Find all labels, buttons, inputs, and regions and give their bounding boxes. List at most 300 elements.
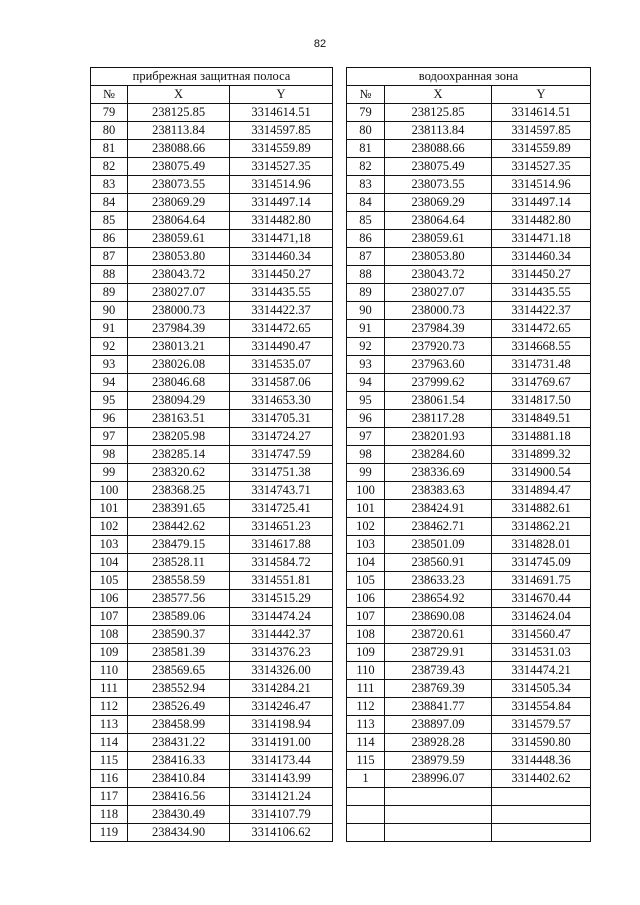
table-row — [91, 374, 591, 392]
left-y-coordinate: 3314490.47 — [230, 338, 333, 356]
left-point-number: 118 — [91, 806, 128, 824]
right-y-coordinate — [492, 788, 591, 806]
right-y-coordinate: 3314668.55 — [492, 338, 591, 356]
column-gap — [333, 194, 347, 212]
right-point-number: 79 — [347, 104, 385, 122]
right-y-coordinate: 3314745.09 — [492, 554, 591, 572]
right-x-coordinate: 238125.85 — [385, 104, 492, 122]
right-x-coordinate: 238979.59 — [385, 752, 492, 770]
right-y-coordinate: 3314472.65 — [492, 320, 591, 338]
right-x-coordinate: 238769.39 — [385, 680, 492, 698]
right-point-number: 100 — [347, 482, 385, 500]
right-x-coordinate: 238729.91 — [385, 644, 492, 662]
column-gap — [333, 302, 347, 320]
right-y-coordinate — [492, 824, 591, 842]
left-x-coordinate: 238410.84 — [128, 770, 230, 788]
left-y-coordinate: 3314472.65 — [230, 320, 333, 338]
right-header-x: X — [385, 86, 492, 104]
right-x-coordinate: 238061.54 — [385, 392, 492, 410]
right-x-coordinate: 238064.64 — [385, 212, 492, 230]
right-x-coordinate: 238501.09 — [385, 536, 492, 554]
right-x-coordinate: 238383.63 — [385, 482, 492, 500]
table-row — [91, 338, 591, 356]
left-x-coordinate: 238059.61 — [128, 230, 230, 248]
right-y-coordinate: 3314497.14 — [492, 194, 591, 212]
right-point-number: 1 — [347, 770, 385, 788]
left-x-coordinate: 238368.25 — [128, 482, 230, 500]
right-y-coordinate: 3314691.75 — [492, 572, 591, 590]
right-y-coordinate: 3314862.21 — [492, 518, 591, 536]
left-point-number: 114 — [91, 734, 128, 752]
right-point-number: 104 — [347, 554, 385, 572]
column-gap — [333, 752, 347, 770]
left-point-number: 82 — [91, 158, 128, 176]
right-y-coordinate: 3314460.34 — [492, 248, 591, 266]
coordinates-table — [90, 67, 591, 842]
table-row — [91, 230, 591, 248]
right-point-number: 90 — [347, 302, 385, 320]
right-x-coordinate: 238000.73 — [385, 302, 492, 320]
left-x-coordinate: 238458.99 — [128, 716, 230, 734]
right-y-coordinate: 3314624.04 — [492, 608, 591, 626]
left-point-number: 87 — [91, 248, 128, 266]
table-row — [91, 644, 591, 662]
right-y-coordinate: 3314590.80 — [492, 734, 591, 752]
right-y-coordinate: 3314894.47 — [492, 482, 591, 500]
column-gap — [333, 536, 347, 554]
left-y-coordinate: 3314515.29 — [230, 590, 333, 608]
right-y-coordinate: 3314435.55 — [492, 284, 591, 302]
left-point-number: 85 — [91, 212, 128, 230]
right-y-coordinate: 3314849.51 — [492, 410, 591, 428]
column-gap — [333, 176, 347, 194]
left-x-coordinate: 238205.98 — [128, 428, 230, 446]
right-x-coordinate: 238690.08 — [385, 608, 492, 626]
table-row — [91, 392, 591, 410]
left-point-number: 89 — [91, 284, 128, 302]
right-point-number: 107 — [347, 608, 385, 626]
left-point-number: 80 — [91, 122, 128, 140]
left-point-number: 98 — [91, 446, 128, 464]
right-x-coordinate: 237999.62 — [385, 374, 492, 392]
column-gap — [333, 608, 347, 626]
right-point-number: 101 — [347, 500, 385, 518]
column-gap — [333, 482, 347, 500]
right-x-coordinate: 238053.80 — [385, 248, 492, 266]
left-y-coordinate: 3314653.30 — [230, 392, 333, 410]
right-y-coordinate: 3314560.47 — [492, 626, 591, 644]
left-y-coordinate: 3314106.62 — [230, 824, 333, 842]
left-section-title: прибрежная защитная полоса — [91, 68, 333, 86]
left-point-number: 107 — [91, 608, 128, 626]
left-x-coordinate: 238479.15 — [128, 536, 230, 554]
column-gap — [333, 158, 347, 176]
column-gap — [333, 428, 347, 446]
column-gap — [333, 266, 347, 284]
left-point-number: 96 — [91, 410, 128, 428]
left-y-coordinate: 3314107.79 — [230, 806, 333, 824]
column-gap — [333, 572, 347, 590]
right-point-number: 99 — [347, 464, 385, 482]
right-point-number: 84 — [347, 194, 385, 212]
right-x-coordinate: 238073.55 — [385, 176, 492, 194]
left-y-coordinate: 3314191.00 — [230, 734, 333, 752]
left-point-number: 83 — [91, 176, 128, 194]
left-x-coordinate: 238320.62 — [128, 464, 230, 482]
right-y-coordinate: 3314471.18 — [492, 230, 591, 248]
left-point-number: 112 — [91, 698, 128, 716]
left-point-number: 88 — [91, 266, 128, 284]
right-x-coordinate: 238069.29 — [385, 194, 492, 212]
left-x-coordinate: 238589.06 — [128, 608, 230, 626]
left-x-coordinate: 238094.29 — [128, 392, 230, 410]
right-point-number — [347, 806, 385, 824]
column-gap — [333, 320, 347, 338]
left-point-number: 119 — [91, 824, 128, 842]
right-point-number: 110 — [347, 662, 385, 680]
column-gap — [333, 446, 347, 464]
left-x-coordinate: 238064.64 — [128, 212, 230, 230]
right-x-coordinate: 238462.71 — [385, 518, 492, 536]
right-x-coordinate: 238560.91 — [385, 554, 492, 572]
left-x-coordinate: 238043.72 — [128, 266, 230, 284]
left-y-coordinate: 3314725.41 — [230, 500, 333, 518]
table-row — [91, 626, 591, 644]
column-gap — [333, 86, 347, 104]
column-gap — [333, 230, 347, 248]
left-x-coordinate: 238569.65 — [128, 662, 230, 680]
left-y-coordinate: 3314442.37 — [230, 626, 333, 644]
table-row — [91, 554, 591, 572]
column-gap — [333, 122, 347, 140]
left-point-number: 79 — [91, 104, 128, 122]
right-point-number: 106 — [347, 590, 385, 608]
right-y-coordinate: 3314554.84 — [492, 698, 591, 716]
column-gap — [333, 68, 347, 86]
left-y-coordinate: 3314617.88 — [230, 536, 333, 554]
section-title-row — [91, 68, 591, 86]
left-y-coordinate: 3314651.23 — [230, 518, 333, 536]
right-x-coordinate: 238027.07 — [385, 284, 492, 302]
column-gap — [333, 662, 347, 680]
left-y-coordinate: 3314471,18 — [230, 230, 333, 248]
table-row — [91, 320, 591, 338]
table-row — [91, 266, 591, 284]
right-y-coordinate: 3314402.62 — [492, 770, 591, 788]
column-gap — [333, 698, 347, 716]
right-x-coordinate — [385, 788, 492, 806]
left-point-number: 90 — [91, 302, 128, 320]
left-point-number: 108 — [91, 626, 128, 644]
right-x-coordinate: 238075.49 — [385, 158, 492, 176]
right-point-number: 83 — [347, 176, 385, 194]
column-gap — [333, 140, 347, 158]
table-row — [91, 212, 591, 230]
right-x-coordinate: 237984.39 — [385, 320, 492, 338]
right-point-number: 94 — [347, 374, 385, 392]
left-x-coordinate: 238163.51 — [128, 410, 230, 428]
right-x-coordinate: 238928.28 — [385, 734, 492, 752]
table-row — [91, 518, 591, 536]
left-point-number: 99 — [91, 464, 128, 482]
left-x-coordinate: 238027.07 — [128, 284, 230, 302]
left-y-coordinate: 3314559.89 — [230, 140, 333, 158]
right-y-coordinate: 3314828.01 — [492, 536, 591, 554]
table-row — [91, 410, 591, 428]
left-point-number: 116 — [91, 770, 128, 788]
right-section-title: водоохранная зона — [347, 68, 591, 86]
right-y-coordinate: 3314882.61 — [492, 500, 591, 518]
right-x-coordinate: 237920.73 — [385, 338, 492, 356]
table-row — [91, 194, 591, 212]
column-gap — [333, 554, 347, 572]
left-x-coordinate: 238125.85 — [128, 104, 230, 122]
table-row — [91, 590, 591, 608]
right-point-number: 81 — [347, 140, 385, 158]
left-y-coordinate: 3314743.71 — [230, 482, 333, 500]
left-x-coordinate: 238416.33 — [128, 752, 230, 770]
right-point-number: 108 — [347, 626, 385, 644]
column-gap — [333, 680, 347, 698]
right-point-number: 86 — [347, 230, 385, 248]
left-x-coordinate: 238088.66 — [128, 140, 230, 158]
right-point-number: 82 — [347, 158, 385, 176]
table-row — [91, 770, 591, 788]
table-row — [91, 734, 591, 752]
column-gap — [333, 590, 347, 608]
left-point-number: 86 — [91, 230, 128, 248]
table-row — [91, 428, 591, 446]
left-x-coordinate: 238046.68 — [128, 374, 230, 392]
right-point-number — [347, 824, 385, 842]
left-point-number: 91 — [91, 320, 128, 338]
column-gap — [333, 338, 347, 356]
column-gap — [333, 734, 347, 752]
column-gap — [333, 806, 347, 824]
left-y-coordinate: 3314326.00 — [230, 662, 333, 680]
table-row — [91, 752, 591, 770]
table-row — [91, 446, 591, 464]
left-y-coordinate: 3314474.24 — [230, 608, 333, 626]
left-x-coordinate: 238073.55 — [128, 176, 230, 194]
left-x-coordinate: 238013.21 — [128, 338, 230, 356]
table-row — [91, 572, 591, 590]
table-row — [91, 284, 591, 302]
left-y-coordinate: 3314284.21 — [230, 680, 333, 698]
left-point-number: 109 — [91, 644, 128, 662]
right-point-number: 87 — [347, 248, 385, 266]
table-row — [91, 716, 591, 734]
left-header-number: № — [91, 86, 128, 104]
right-x-coordinate: 238424.91 — [385, 500, 492, 518]
left-x-coordinate: 238442.62 — [128, 518, 230, 536]
left-y-coordinate: 3314143.99 — [230, 770, 333, 788]
table-row — [91, 824, 591, 842]
right-point-number: 80 — [347, 122, 385, 140]
right-point-number: 111 — [347, 680, 385, 698]
left-x-coordinate: 238552.94 — [128, 680, 230, 698]
left-point-number: 95 — [91, 392, 128, 410]
table-row — [91, 536, 591, 554]
right-x-coordinate: 238654.92 — [385, 590, 492, 608]
right-y-coordinate: 3314881.18 — [492, 428, 591, 446]
left-y-coordinate: 3314482.80 — [230, 212, 333, 230]
table-row — [91, 464, 591, 482]
left-x-coordinate: 238391.65 — [128, 500, 230, 518]
left-point-number: 102 — [91, 518, 128, 536]
left-point-number: 92 — [91, 338, 128, 356]
column-gap — [333, 770, 347, 788]
left-y-coordinate: 3314705.31 — [230, 410, 333, 428]
table-row — [91, 356, 591, 374]
column-gap — [333, 374, 347, 392]
right-y-coordinate: 3314505.34 — [492, 680, 591, 698]
right-y-coordinate: 3314448.36 — [492, 752, 591, 770]
right-point-number: 92 — [347, 338, 385, 356]
right-point-number: 103 — [347, 536, 385, 554]
column-gap — [333, 104, 347, 122]
column-gap — [333, 716, 347, 734]
table-row — [91, 104, 591, 122]
right-point-number: 115 — [347, 752, 385, 770]
right-x-coordinate: 238720.61 — [385, 626, 492, 644]
left-x-coordinate: 238430.49 — [128, 806, 230, 824]
left-point-number: 115 — [91, 752, 128, 770]
left-point-number: 101 — [91, 500, 128, 518]
left-x-coordinate: 237984.39 — [128, 320, 230, 338]
left-y-coordinate: 3314422.37 — [230, 302, 333, 320]
left-x-coordinate: 238053.80 — [128, 248, 230, 266]
left-x-coordinate: 238113.84 — [128, 122, 230, 140]
right-y-coordinate: 3314817.50 — [492, 392, 591, 410]
left-y-coordinate: 3314614.51 — [230, 104, 333, 122]
right-x-coordinate — [385, 824, 492, 842]
right-point-number: 114 — [347, 734, 385, 752]
table-row — [91, 248, 591, 266]
left-point-number: 93 — [91, 356, 128, 374]
right-x-coordinate: 238201.93 — [385, 428, 492, 446]
left-y-coordinate: 3314584.72 — [230, 554, 333, 572]
right-y-coordinate — [492, 806, 591, 824]
right-x-coordinate: 238336.69 — [385, 464, 492, 482]
left-point-number: 113 — [91, 716, 128, 734]
left-point-number: 81 — [91, 140, 128, 158]
left-point-number: 94 — [91, 374, 128, 392]
left-point-number: 100 — [91, 482, 128, 500]
left-header-y: Y — [230, 86, 333, 104]
right-x-coordinate: 238043.72 — [385, 266, 492, 284]
left-y-coordinate: 3314724.27 — [230, 428, 333, 446]
right-point-number: 85 — [347, 212, 385, 230]
right-x-coordinate — [385, 806, 492, 824]
left-y-coordinate: 3314121.24 — [230, 788, 333, 806]
table-row — [91, 680, 591, 698]
right-point-number: 88 — [347, 266, 385, 284]
left-y-coordinate: 3314747.59 — [230, 446, 333, 464]
left-y-coordinate: 3314587.06 — [230, 374, 333, 392]
right-x-coordinate: 238088.66 — [385, 140, 492, 158]
right-y-coordinate: 3314474.21 — [492, 662, 591, 680]
right-x-coordinate: 238633.23 — [385, 572, 492, 590]
table-row — [91, 806, 591, 824]
right-y-coordinate: 3314670.44 — [492, 590, 591, 608]
right-point-number: 97 — [347, 428, 385, 446]
right-y-coordinate: 3314482.80 — [492, 212, 591, 230]
left-x-coordinate: 238000.73 — [128, 302, 230, 320]
left-y-coordinate: 3314551.81 — [230, 572, 333, 590]
right-point-number — [347, 788, 385, 806]
table-row — [91, 302, 591, 320]
column-gap — [333, 626, 347, 644]
left-x-coordinate: 238581.39 — [128, 644, 230, 662]
right-y-coordinate: 3314899.32 — [492, 446, 591, 464]
left-x-coordinate: 238069.29 — [128, 194, 230, 212]
right-y-coordinate: 3314559.89 — [492, 140, 591, 158]
right-point-number: 105 — [347, 572, 385, 590]
right-header-y: Y — [492, 86, 591, 104]
column-gap — [333, 284, 347, 302]
column-gap — [333, 212, 347, 230]
left-x-coordinate: 238590.37 — [128, 626, 230, 644]
left-y-coordinate: 3314527.35 — [230, 158, 333, 176]
right-point-number: 91 — [347, 320, 385, 338]
right-point-number: 98 — [347, 446, 385, 464]
table-row — [91, 176, 591, 194]
table-row — [91, 140, 591, 158]
right-x-coordinate: 238841.77 — [385, 698, 492, 716]
left-x-coordinate: 238528.11 — [128, 554, 230, 572]
right-point-number: 109 — [347, 644, 385, 662]
left-y-coordinate: 3314198.94 — [230, 716, 333, 734]
table-row — [91, 662, 591, 680]
left-y-coordinate: 3314246.47 — [230, 698, 333, 716]
right-header-number: № — [347, 86, 385, 104]
column-gap — [333, 410, 347, 428]
left-y-coordinate: 3314435.55 — [230, 284, 333, 302]
right-x-coordinate: 237963.60 — [385, 356, 492, 374]
column-gap — [333, 788, 347, 806]
column-gap — [333, 248, 347, 266]
right-y-coordinate: 3314614.51 — [492, 104, 591, 122]
page-number: 82 — [313, 38, 327, 50]
right-point-number: 96 — [347, 410, 385, 428]
left-x-coordinate: 238075.49 — [128, 158, 230, 176]
right-x-coordinate: 238897.09 — [385, 716, 492, 734]
right-point-number: 113 — [347, 716, 385, 734]
right-point-number: 95 — [347, 392, 385, 410]
left-point-number: 97 — [91, 428, 128, 446]
left-y-coordinate: 3314597.85 — [230, 122, 333, 140]
right-point-number: 93 — [347, 356, 385, 374]
left-x-coordinate: 238526.49 — [128, 698, 230, 716]
left-point-number: 110 — [91, 662, 128, 680]
right-x-coordinate: 238117.28 — [385, 410, 492, 428]
right-point-number: 112 — [347, 698, 385, 716]
right-y-coordinate: 3314422.37 — [492, 302, 591, 320]
right-y-coordinate: 3314450.27 — [492, 266, 591, 284]
column-gap — [333, 464, 347, 482]
table-row — [91, 122, 591, 140]
left-x-coordinate: 238434.90 — [128, 824, 230, 842]
column-gap — [333, 500, 347, 518]
left-point-number: 106 — [91, 590, 128, 608]
table-row — [91, 608, 591, 626]
right-x-coordinate: 238284.60 — [385, 446, 492, 464]
right-y-coordinate: 3314900.54 — [492, 464, 591, 482]
column-gap — [333, 644, 347, 662]
left-point-number: 117 — [91, 788, 128, 806]
left-y-coordinate: 3314460.34 — [230, 248, 333, 266]
